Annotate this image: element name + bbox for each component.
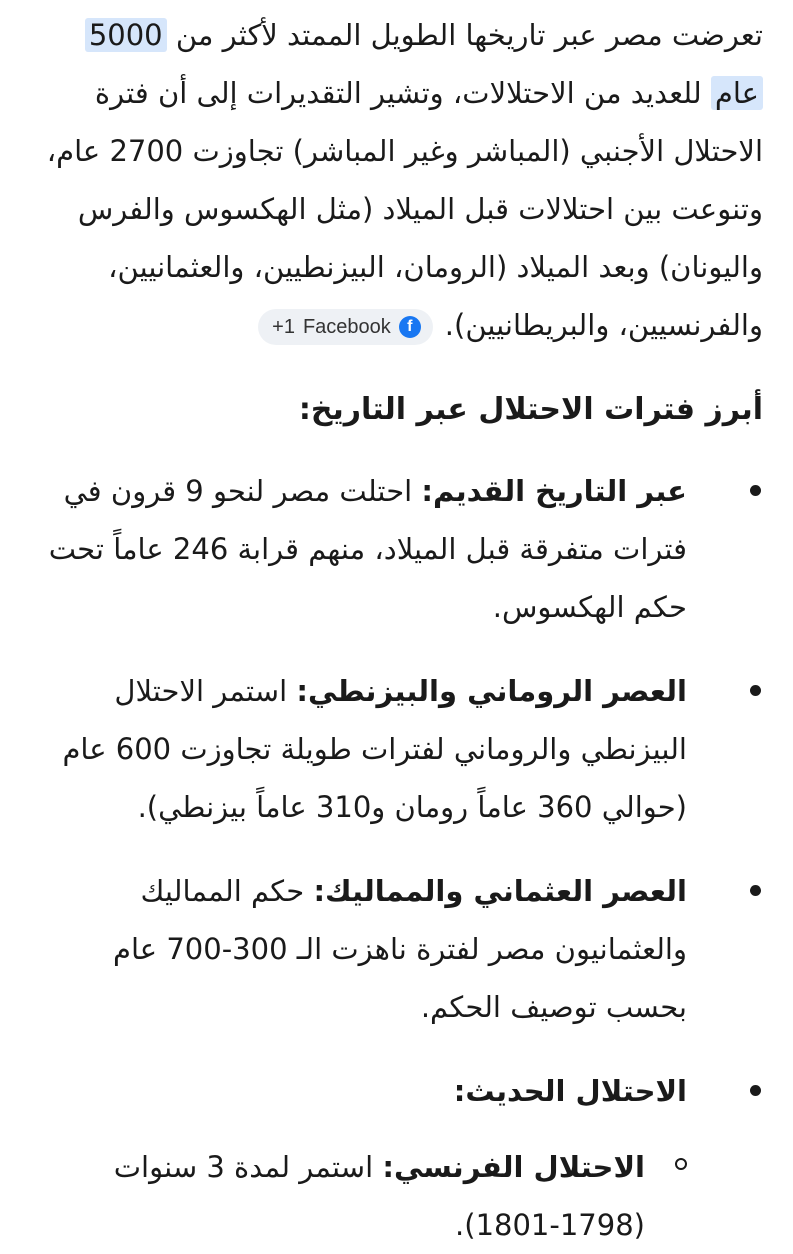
list-item-roman-byzantine [40,662,763,836]
item-text: احتلت مصر لنحو 9 قرون في فترات متفرقة قبل الميلاد، منهم قرابة 246 عاماً تحت حكم الهكسوس. [48,474,687,624]
bullet-icon [750,885,761,896]
item-title: العصر الروماني والبيزنطي: [296,674,687,708]
list-item-ancient [40,462,763,636]
intro-paragraph [40,6,763,354]
intro-text-2: للعديد من الاحتلالات، وتشير التقديرات إلى أن فترة الاحتلال الأجنبي (المباشر وغير المباشر) تجاوزت 2700 عام، وتنوعت بين احتلالات قبل الميلاد (مثل الهكسوس والفرس واليونان) وبعد الميلاد (الرومان، البيزنطيين، والعثمانيين، والفرنسيين، والبريطانيين). [46,76,763,342]
subitem-text: استمر لمدة 3 سنوات (1798-1801). [113,1150,645,1242]
list-item-modern [40,1062,763,1254]
source-label: Facebook [302,316,391,338]
intro-text-1: تعرضت مصر عبر تاريخها الطويل الممتد لأكثر من [166,18,763,52]
item-title: عبر التاريخ القديم: [421,474,687,508]
item-text: استمر الاحتلال البيزنطي والروماني لفترات طويلة تجاوزت 600 عام (حوالي 360 عاماً رومان و310 عاماً بيزنطي). [62,674,687,824]
subitem-title: الاحتلال الفرنسي: [382,1150,645,1184]
hollow-bullet-icon [675,1158,687,1170]
highlight-number[interactable]: 5000 [85,18,167,52]
occupation-list [40,462,763,1254]
item-title: العصر العثماني والمماليك: [313,874,687,908]
bullet-icon [750,485,761,496]
section-heading: أبرز فترات الاحتلال عبر التاريخ: [298,392,763,427]
sublist-item-french [40,1138,687,1254]
bullet-icon [750,685,761,696]
modern-sublist [40,1138,687,1254]
list-item-ottoman-mamluk [40,862,763,1036]
item-title: الاحتلال الحديث: [453,1074,687,1108]
source-count: +1 [272,316,295,338]
bullet-icon [750,1085,761,1096]
facebook-icon: f [399,316,421,338]
highlight-year-word[interactable]: عام [711,76,763,110]
source-chip-facebook[interactable] [258,309,433,345]
item-text: حكم المماليك والعثمانيون مصر لفترة ناهزت الـ 300-700 عام بحسب توصيف الحكم. [113,874,687,1024]
